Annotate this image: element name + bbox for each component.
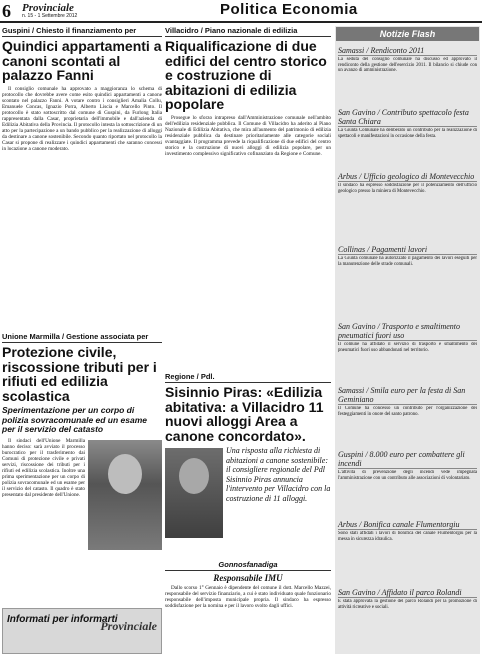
sidebar-title: Notizie Flash	[336, 27, 479, 41]
brief-body: Il comune ha affidato il servizio di trasporto e smaltimento dei pneumatici fuori uso abbandonati nel territorio.	[338, 342, 477, 353]
article-body: Prosegue lo sforzo intrapreso dall'Amministrazione comunale nell'ambito dell'edilizia residenziale pubblica. Il Comune di Villacidro ha aderito al Piano Nazionale di Edilizia Abitativa, che mira all'aumento del patrimonio di edilizia residenziale pubblica da destinare prioritariamente alle categorie sociali svantaggiate. Il programma prevede la riqualificazione di due edifici del centro storico e la costruzione di nuovi alloggi di edilizia popolare, per un investimento complessivo significativo cofinanziato da Regione e Comune.	[165, 114, 331, 158]
masthead-logo: Provinciale	[22, 2, 74, 14]
section-title: Politica Economia	[220, 1, 358, 18]
article-guspini	[2, 26, 162, 330]
promo-logo: Provinciale	[100, 619, 157, 633]
brief-item	[338, 520, 477, 542]
brief-body: È stata approvata la gestione del parco Rolandi per la promozione di attività ricreative e sociali.	[338, 599, 477, 610]
page-number: 6	[2, 1, 11, 21]
article-kicker: Villacidro / Piano nazionale di edilizia	[165, 26, 331, 37]
brief-body: La Giunta Comunale ha deliberato un contributo per la realizzazione di spettacoli e manifestazioni in occasione della festa.	[338, 128, 477, 139]
promo-box	[2, 608, 162, 654]
issue-info: n. 15 - 1 Settembre 2012	[22, 13, 78, 19]
brief-body: La seduta del consiglio comunale ha discusso ed approvato il rendiconto della gestione dell'esercizio 2011. Il bilancio si chiude con un avanzo di amministrazione.	[338, 57, 477, 74]
article-photo	[88, 440, 162, 550]
brief-item	[338, 108, 477, 139]
brief-title: Arbus / Bonifica canale Flumentorgiu	[338, 520, 477, 530]
brief-body: L'attività di prevenzione degli incendi vede impegnata l'amministrazione con un contributo alle associazioni di volontariato.	[338, 470, 477, 481]
article-headline: Protezione civile, riscossione tributi per i rifiuti ed edilizia scolastica	[2, 344, 157, 404]
portrait-photo	[165, 448, 223, 538]
article-body: Il sindaci dell'Unione Marmilla hanno deciso: sarà avviato il processo burocratico per il trasferimento dai Comuni di protezione civile e privati servizi, riscossione dei tributi per i rifiuti ed edilizia scolastica. Inoltre una prima sperimentazione per un corpo di polizia sovracomunale ed un esame per il servizio del catasto. Il quadro è stato presentato dal presidente dell'Unione.	[2, 437, 85, 499]
brief-item	[338, 450, 477, 481]
article-unione-marmilla	[2, 332, 162, 600]
brief-title: San Gavino / Affidato il parco Rolandi	[338, 588, 477, 598]
article-regione-pdl	[165, 372, 331, 530]
article-gonnosfanadiga	[165, 560, 331, 655]
article-kicker: Guspini / Chiesto il finanziamento per	[2, 26, 162, 37]
brief-title: Collinas / Pagamenti lavori	[338, 245, 477, 255]
brief-title: Samassi / Rendiconto 2011	[338, 46, 477, 56]
article-kicker: Unione Marmilla / Gestione associata per	[2, 332, 162, 343]
article-kicker: Gonnosfanadiga	[165, 560, 331, 571]
article-kicker: Regione / Pdl.	[165, 372, 331, 383]
brief-title: Samassi / Smila euro per la festa di San Geminiano	[338, 386, 477, 405]
brief-title: Arbus / Ufficio geologico di Montevecchio	[338, 172, 477, 182]
article-headline: Riqualificazione di due edifici del centro storico e costruzione di abitazioni di edilizia popolare	[165, 38, 327, 112]
brief-title: San Gavino / Contributo spettacolo festa Santa Chiara	[338, 108, 477, 127]
brief-item	[338, 386, 477, 417]
promo-text: Informati per informarti	[7, 614, 118, 625]
article-body: Il consiglio comunale ha approvato a maggioranza lo schema di protocollo che dovrebbe avere come esito quindici appartamenti a canone scontato nel palazzo Fanni. A votare contro i consiglieri Amalia Collu, Emanuele Concas, Ignazio Porra, Alberto Liscia e Marcello Pinto. Il protocollo è stato sottoscritto dal comune di Guspini, da Furlong Italia rappresentata dalla Casar, proprietaria dell'immobile e dall'azienda di Edilizia Abitativa della Provincia. Il protocollo intesta la sottoscrizione di un atto per la partecipazione a un bando pubblico per la realizzazione di alloggi da destinare a canone sostenibile. Secondo quanto riportato nel protocollo la Casar si propone di realizzare i quindici appartamenti che saranno concessi in locazione a canone moderato.	[2, 85, 162, 153]
article-headline: Quindici appartamenti a canoni scontati al palazzo Fanni	[2, 38, 162, 83]
article-body: Dallo scorso 1° Gennaio è dipendente del comune il dott. Marcello Mazzei, responsabile del servizio finanziario, a cui è stato individuato quale funzionario responsabile dell'imposta municipale propria. Il sindaco ha espresso soddisfazione per la nomina e per il lavoro svolto dagli uffici.	[165, 585, 331, 610]
brief-item	[338, 322, 477, 353]
brief-item	[338, 46, 477, 74]
brief-body: Il Comune ha concesso un contributo per l'organizzazione dei festeggiamenti in onore del santo patrono.	[338, 406, 477, 417]
brief-item	[338, 245, 477, 267]
brief-title: Guspini / 8.000 euro per combattere gli incendi	[338, 450, 477, 469]
article-subhead: Sperimentazione per un corpo di polizia sovracomunale ed un esame per il servizio del catasto	[2, 405, 148, 434]
brief-body: La Giunta comunale ha autorizzato il pagamento dei lavori eseguiti per la manutenzione delle strade comunali.	[338, 256, 477, 267]
article-title: Responsabile IMU	[213, 573, 283, 583]
article-quote: Una risposta alla richiesta di abitazioni a canone sostenibile: il consigliere regionale del Pdl Sisinnio Piras annuncia l'intervento per Villacidro con la costruzione di 11 alloggi.	[226, 446, 331, 503]
brief-item	[338, 172, 477, 194]
brief-body: Il sindaco ha espresso soddisfazione per il potenziamento dell'ufficio geologico presso la miniera di Montevecchio.	[338, 183, 477, 194]
brief-body: Sono stati affidati i lavori di bonifica del canale Flumentorgiu per la messa in sicurezza idraulica.	[338, 531, 477, 542]
article-headline: Sisinnio Piras: «Edilizia abitativa: a Villacidro 11 nuovi alloggi Area a canone concordato».	[165, 384, 324, 444]
header-rule	[0, 21, 482, 23]
brief-item	[338, 588, 477, 610]
article-villacidro	[165, 26, 331, 368]
page-header	[0, 0, 482, 22]
brief-title: San Gavino / Trasporto e smaltimento pneumatici fuori uso	[338, 322, 477, 341]
